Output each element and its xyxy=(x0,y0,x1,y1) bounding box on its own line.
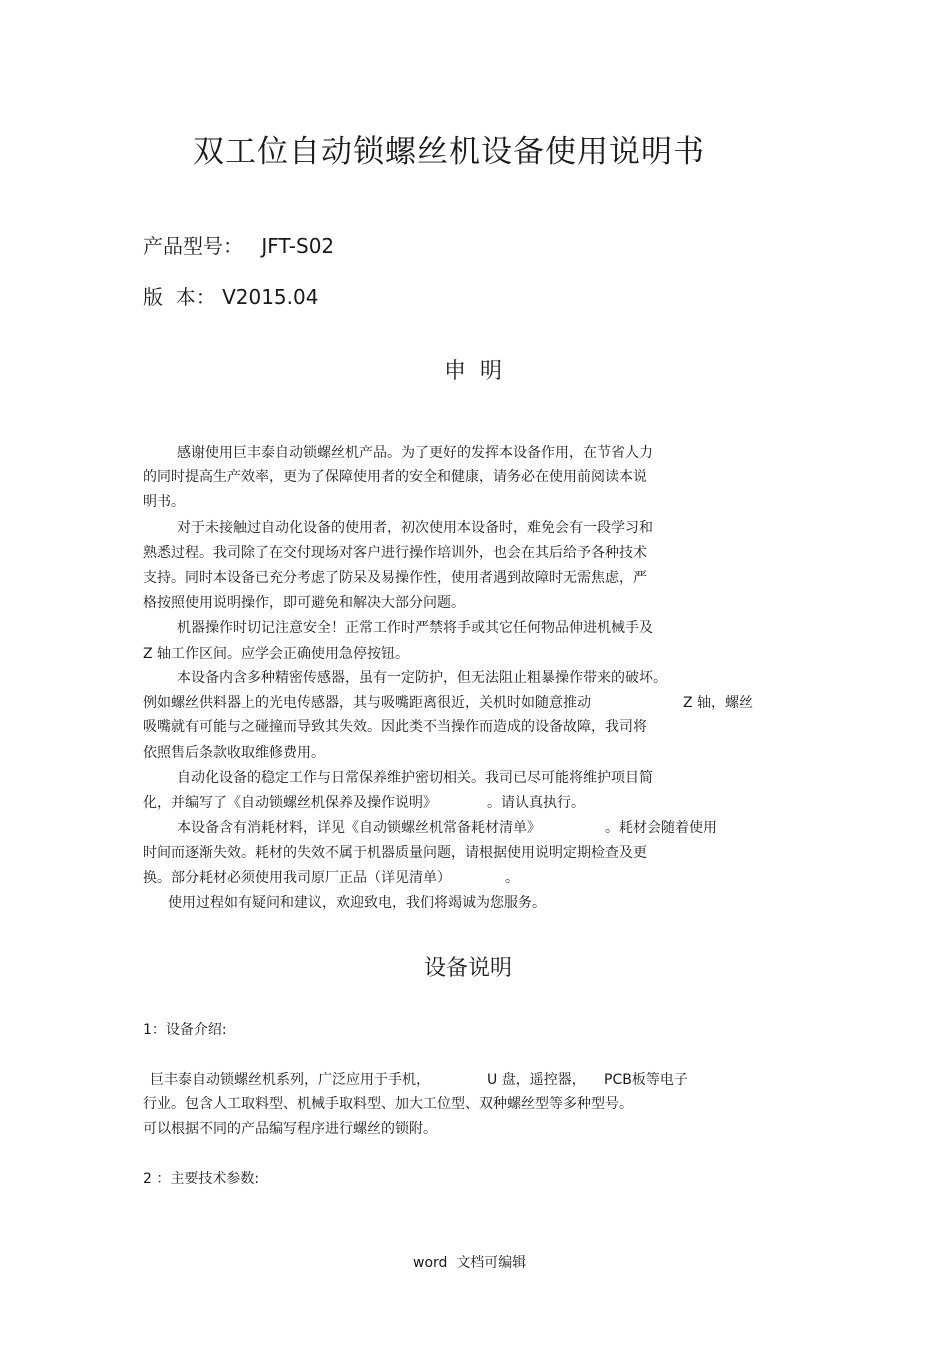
section-1-label: 1：设备介绍: xyxy=(143,1022,227,1038)
declaration-line: 。 xyxy=(505,870,519,886)
version-value: V2015.04 xyxy=(222,285,319,309)
declaration-line: 支持。同时本设备已充分考虑了防呆及易操作性，使用者遇到故障时无需焦虑，严 xyxy=(143,570,647,586)
declaration-line: 熟悉过程。我司除了在交付现场对客户进行操作培训外，也会在其后给予各种技术 xyxy=(143,545,647,561)
declaration-line: 机器操作时切记注意安全！正常工作时严禁将手或其它任何物品伸进机械手及 xyxy=(177,620,653,636)
document-title: 双工位自动锁螺丝机设备使用说明书 xyxy=(193,134,705,170)
model-value: JFT-S02 xyxy=(261,234,335,258)
declaration-line: 吸嘴就有可能与之碰撞而导致其失效。因此类不当操作而造成的设备故障，我司将 xyxy=(143,719,647,735)
declaration-heading: 申 明 xyxy=(444,359,502,384)
intro-line: 行业。包含人工取料型、机械手取料型、加大工位型、双种螺丝型等多种型号。 xyxy=(143,1096,633,1112)
declaration-line: 对于未接触过自动化设备的使用者，初次使用本设备时，难免会有一段学习和 xyxy=(177,520,653,536)
intro-line: 巨丰泰自动锁螺丝机系列，广泛应用于手机， xyxy=(150,1072,430,1088)
intro-line: PCB板等电子 xyxy=(604,1072,688,1088)
page-footer: word 文档可编辑 xyxy=(413,1255,527,1271)
equipment-heading: 设备说明 xyxy=(424,956,513,981)
declaration-line: 明书。 xyxy=(143,494,185,510)
declaration-line: 例如螺丝供料器上的光电传感器，其与吸嘴距离很近，关机时如随意推动 xyxy=(143,695,591,711)
declaration-line: 自动化设备的稳定工作与日常保养维护密切相关。我司已尽可能将维护项目简 xyxy=(177,770,653,786)
intro-line: 可以根据不同的产品编写程序进行螺丝的锁附。 xyxy=(143,1121,437,1137)
declaration-line: 感谢使用巨丰泰自动锁螺丝机产品。为了更好的发挥本设备作用，在节省人力 xyxy=(177,445,653,461)
declaration-line: 换。部分耗材必须使用我司原厂正品（详见清单） xyxy=(143,870,451,886)
declaration-line: 时间而逐渐失效。耗材的失效不属于机器质量问题，请根据使用说明定期检查及更 xyxy=(143,845,647,861)
declaration-line: 。耗材会随着使用 xyxy=(605,820,717,836)
declaration-line: 格按照使用说明操作，即可避免和解决大部分问题。 xyxy=(143,595,465,611)
model-line xyxy=(143,230,334,259)
declaration-line: 化，并编写了《自动锁螺丝机保养及操作说明》 xyxy=(143,795,437,811)
version-label: 版 本： xyxy=(143,285,216,309)
declaration-line: 依照售后条款收取维修费用。 xyxy=(143,745,325,761)
declaration-line: Z 轴，螺丝 xyxy=(683,695,754,711)
section-2-label: 2 ：主要技术参数: xyxy=(143,1171,260,1187)
declaration-line: 使用过程如有疑问和建议，欢迎致电，我们将竭诚为您服务。 xyxy=(168,895,546,911)
declaration-line: 。请认真执行。 xyxy=(487,795,585,811)
intro-line: U 盘，遥控器， xyxy=(487,1072,586,1088)
version-line xyxy=(143,281,318,310)
declaration-line: 本设备含有消耗材料，详见《自动锁螺丝机常备耗材清单》 xyxy=(177,820,541,836)
declaration-line: Z 轴工作区间。应学会正确使用急停按钮。 xyxy=(143,646,410,662)
declaration-line: 本设备内含多种精密传感器，虽有一定防护，但无法阻止粗暴操作带来的破坏。 xyxy=(177,670,667,686)
declaration-line: 的同时提高生产效率，更为了保障使用者的安全和健康，请务必在使用前阅读本说 xyxy=(143,469,647,485)
model-label: 产品型号： xyxy=(143,234,243,258)
